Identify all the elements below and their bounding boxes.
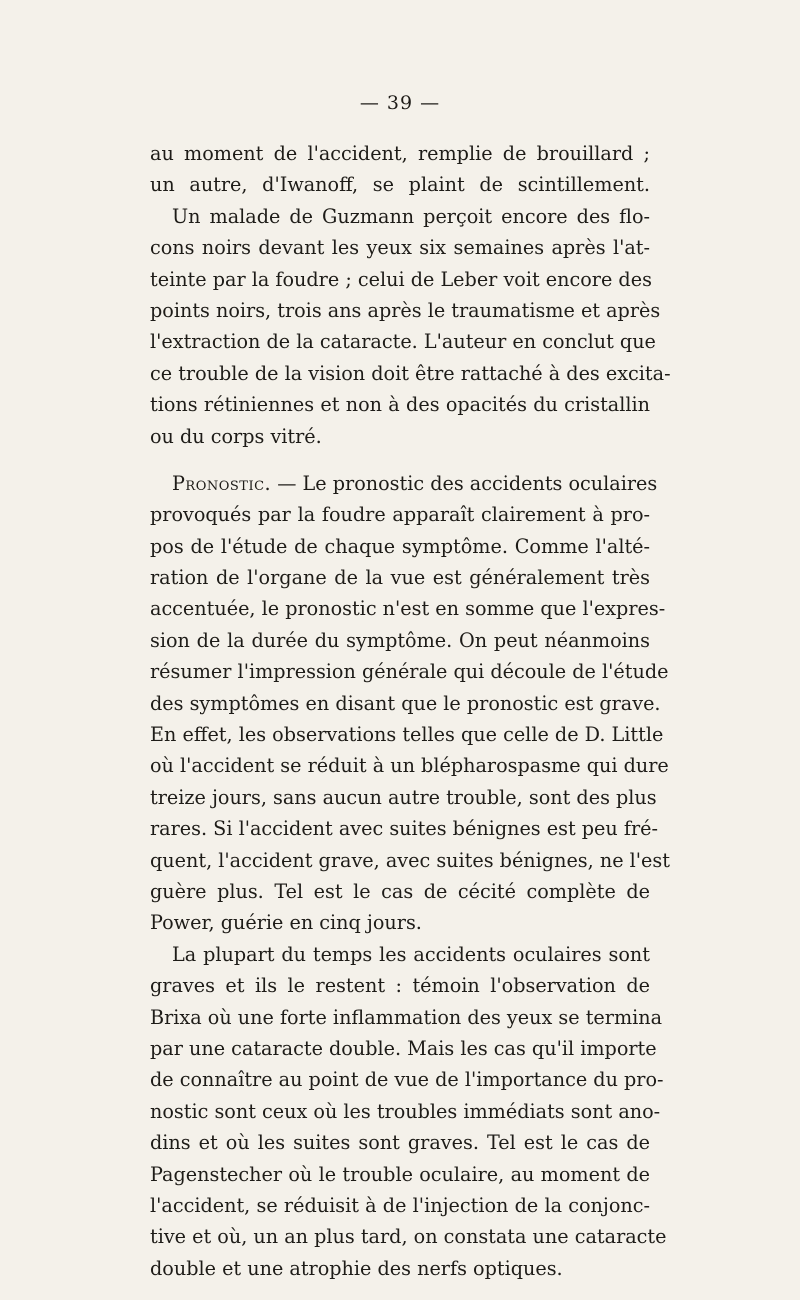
paragraph-pronostic [150, 468, 670, 939]
text-line: des symptômes en disant que le pronostic est grave. [150, 691, 661, 715]
text-line: La plupart du temps les accidents oculaires sont [172, 942, 650, 966]
text-line: ration de l'organe de la vue est généralement très [150, 566, 650, 590]
text-line: guère plus. Tel est le cas de cécité complète de [150, 879, 650, 903]
paragraph-1 [150, 138, 671, 452]
text-line: provoqués par la foudre apparaît clairement à pro- [150, 503, 650, 527]
text-line: tive et où, un an plus tard, on constata une cataracte [150, 1225, 667, 1249]
text-line: pos de l'étude de chaque symptôme. Comme l'alté- [150, 534, 650, 558]
text-line: Brixa où une forte inflammation des yeux se termina [150, 1005, 663, 1029]
text-line: accentuée, le pronostic n'est en somme que l'expres- [150, 597, 666, 621]
text-line: tions rétiniennes et non à des opacités du cristallin [150, 393, 650, 417]
text-line: par une cataracte double. Mais les cas qu'il importe [150, 1036, 657, 1060]
text-line: où l'accident se réduit à un blépharospasme qui dure [150, 754, 669, 778]
text-line: Pagenstecher où le trouble oculaire, au moment de [150, 1162, 650, 1186]
text-line: graves et ils le restent : témoin l'observation de [150, 974, 650, 998]
text-line: double et une atrophie des nerfs optiques. [150, 1256, 563, 1280]
text-line: quent, l'accident grave, avec suites bénignes, ne l'est [150, 848, 670, 872]
text-line: l'extraction de la cataracte. L'auteur en conclut que [150, 330, 656, 354]
page-number: — 39 — [359, 92, 441, 114]
text-line: dins et où les suites sont graves. Tel est le cas de [150, 1131, 650, 1155]
text-line: rares. Si l'accident avec suites bénignes est peu fré- [150, 817, 658, 841]
text-line: treize jours, sans aucun autre trouble, sont des plus [150, 785, 657, 809]
text-line: ce trouble de la vision doit être rattaché à des excita- [150, 361, 671, 385]
text-line: résumer l'impression générale qui découle de l'étude [150, 660, 669, 684]
body-text [150, 138, 671, 1284]
text-line: En effet, les observations telles que celle de D. Little [150, 723, 664, 747]
section-heading: Pronostic. [172, 471, 272, 495]
heading-continuation: — Le pronostic des accidents oculaires [271, 471, 658, 495]
text-line: ou du corps vitré. [150, 424, 322, 448]
text-line: cons noirs devant les yeux six semaines après l'at- [150, 236, 650, 260]
text-line: au moment de l'accident, remplie de brouillard ; [150, 142, 650, 165]
text-line: de connaître au point de vue de l'importance du pro- [150, 1068, 664, 1092]
text-line: Power, guérie en cinq jours. [150, 911, 422, 935]
text-line: points noirs, trois ans après le traumatisme et après [150, 298, 661, 322]
paragraph-3 [150, 939, 667, 1284]
text-line: nostic sont ceux où les troubles immédiats sont ano- [150, 1099, 661, 1123]
text-line: sion de la durée du symptôme. On peut néanmoins [150, 628, 650, 652]
text-line: l'accident, se réduisit à de l'injection de la conjonc- [150, 1193, 650, 1217]
text-line: un autre, d'Iwanoff, se plaint de scintillement. [150, 173, 650, 197]
text-line: Un malade de Guzmann perçoit encore des flo- [172, 204, 650, 228]
text-line [150, 468, 658, 499]
text-line: teinte par la foudre ; celui de Leber voit encore des [150, 267, 652, 291]
